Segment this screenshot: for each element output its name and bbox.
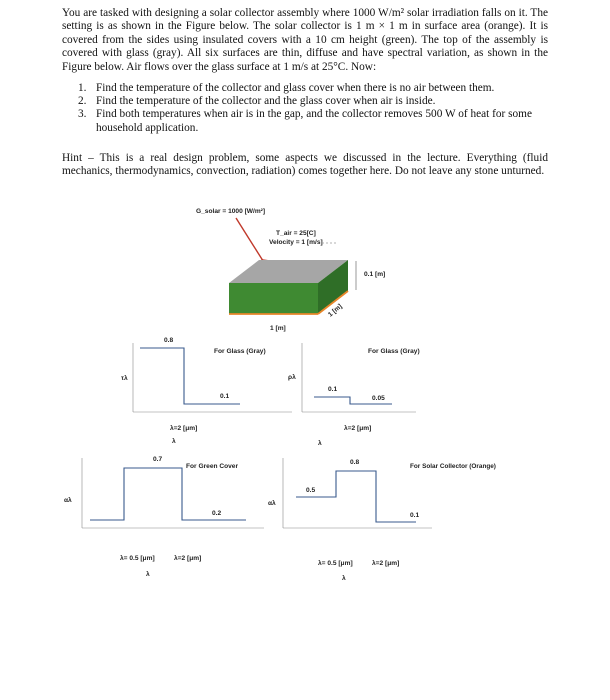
air-temperature-label: T_air = 25[C] — [276, 230, 316, 237]
cutoff-label: λ=2 [μm] — [344, 425, 372, 432]
plot-value-label: 0.5 — [306, 487, 316, 494]
cutoff-label: λ=2 [μm] — [174, 555, 202, 562]
alpha-green-line — [90, 468, 246, 520]
plot-title: For Glass (Gray) — [214, 348, 266, 355]
x-axis-label: λ — [342, 575, 346, 582]
plot-glass-reflectivity — [288, 343, 420, 447]
plot-value-label: 0.8 — [164, 337, 174, 344]
plot-value-label: 0.05 — [372, 395, 385, 402]
plot-value-label: 0.2 — [212, 510, 222, 517]
y-axis-label: αλ — [268, 500, 276, 507]
plot-value-label: 0.1 — [410, 512, 420, 519]
irradiation-arrow — [236, 218, 265, 264]
plot-value-label: 0.7 — [153, 456, 163, 463]
list-item: 1. Find the temperature of the collector and glass cover when there is no air between them. — [78, 82, 495, 94]
hint-text: Hint – This is a real design problem, some aspects we discussed in the lecture. Everything (fluid mechanics, thermodynamics, convection, radiation) comes together here. Do not leave any stone unturned. — [62, 152, 548, 178]
list-item: 3. Find both temperatures when air is in the gap, and the collector removes 500 W of heat for some household application. — [78, 108, 532, 134]
alpha-orange-line — [296, 471, 416, 522]
y-axis-label: αλ — [64, 497, 72, 504]
green-front-cover — [229, 283, 318, 314]
plot-green-absorptivity — [64, 456, 264, 578]
depth-dimension: 1 [m] — [327, 303, 344, 319]
plot-glass-transmissivity — [121, 337, 292, 445]
plot-title: For Green Cover — [186, 463, 239, 470]
cutoff-label: λ=2 [μm] — [170, 425, 198, 432]
assembly-diagram — [196, 208, 385, 332]
plot-title: For Glass (Gray) — [368, 348, 420, 355]
plot-title: For Solar Collector (Orange) — [410, 463, 496, 470]
y-axis-label: ρλ — [288, 374, 296, 381]
problem-statement: You are tasked with designing a solar collector assembly where 1000 W/m² solar irradiation falls on it. The setting is as shown in the Figure below. The solar collector is 1 m × 1 m in surface area (orange). It is covered from the sides using insulated covers with a 10 cm height (green). The top of the assembly is covered with glass (gray). All six surfaces are thin, diffuse and have spectral variation, as shown in the Figure below. Air flows over the glass surface at 1 m/s at 25°C. Now: — [62, 7, 548, 73]
width-dimension: 1 [m] — [270, 325, 286, 332]
x-axis-label: λ — [318, 440, 322, 447]
x-axis-label: λ — [146, 571, 150, 578]
plot-value-label: 0.1 — [328, 386, 338, 393]
cutoff-label: λ= 0.5 [μm] — [318, 560, 353, 567]
plot-orange-absorptivity — [268, 458, 496, 582]
solar-irradiation-label: G_solar = 1000 [W/m²] — [196, 208, 266, 215]
height-dimension: 0.1 [m] — [364, 271, 386, 278]
cutoff-label: λ=2 [μm] — [372, 560, 400, 567]
list-item: 2. Find the temperature of the collector and the glass cover when air is inside. — [78, 95, 436, 108]
plot-value-label: 0.1 — [220, 393, 230, 400]
cutoff-label: λ= 0.5 [μm] — [120, 555, 155, 562]
air-velocity-label: Velocity = 1 [m/s] — [269, 239, 323, 246]
plot-value-label: 0.8 — [350, 459, 360, 466]
y-axis-label: τλ — [121, 375, 128, 382]
x-axis-label: λ — [172, 438, 176, 445]
